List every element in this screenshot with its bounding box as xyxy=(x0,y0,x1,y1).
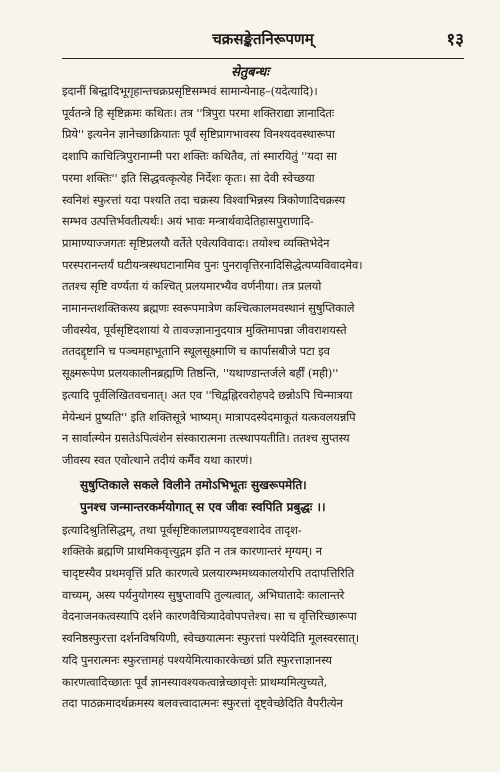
chapter-title: चक्रसङ्केतनिरूपणम् xyxy=(212,30,314,48)
text-line: शक्तिके ब्रह्मणि प्राथमिकवृत्त्युद्गम इति न तत्र कारणान्तरं मृग्यम्। न xyxy=(62,544,322,559)
text-line: परस्परानन्तर्यं घटीयन्त्रस्थघटानामिव पुनः पुनरावृत्तिरनादिसिद्धेत्यप्यविवादमेव। xyxy=(62,257,363,272)
text-line: जीवस्येव, पूर्वसृष्टिदशायां ये तावज्ज्ञानानुदयात्र मुक्तिमापन्ना जीवराशयस्ते xyxy=(62,322,347,337)
paragraph-1 xyxy=(62,81,464,472)
text-line: वाच्यम्, अस्य पर्यनुयोगस्य सुषुप्तावपि तुल्यत्वात्, अभिघातादेः कालान्तरे xyxy=(62,587,345,602)
text-line: ततदद्दृष्टानि च पञ्चमहाभूतानि स्थूलसूक्ष्माणि च कार्पासबीजे पटा इव xyxy=(62,344,330,359)
text-line: जीवस्य स्वत एवोत्थाने तदीयं कर्मैव यथा कारणं। xyxy=(62,452,253,467)
text-line: स्वनिशं स्फुरत्तां यदा पश्यति तदा चक्रस्य विश्वाभिन्नस्य त्रिकोणादिचक्रस्य xyxy=(62,192,346,207)
page-number: १३ xyxy=(446,30,464,50)
paragraph-2 xyxy=(62,520,464,715)
text-line: नामानन्तशक्तिकस्य ब्रह्मणः स्वरूपमात्रेण कश्चित्कालमवस्थानं सुषुप्तिकाले xyxy=(62,301,355,316)
text-line: ततश्च सृष्टि वर्ण्यता यं कश्चित् प्रलयमारभ्यैव वर्णनीया। तत्र प्रलयो xyxy=(62,279,322,294)
text-line: यदि पुनरात्मनः स्फुरत्तामहं पश्ययेमित्याकारकेच्छां प्रति स्फुरत्ताज्ञानस्य xyxy=(62,652,332,667)
text-line: प्रिये'' इत्यनेन ज्ञानेच्छाक्रियातः पूर्वं सृष्टिप्रागभावस्य विनश्यदवस्थारूपा xyxy=(62,127,335,142)
text-line: मेयेन्धनं प्रुष्यति'' इति शक्तिसूत्रे भाष्यम्। मात्रापदस्येदमाकूतं यत्कवलयन्नपि xyxy=(62,409,356,424)
commentary-body xyxy=(62,81,464,715)
text-line: तदा पाठक्रमादर्थक्रमस्य बलवत्त्वादात्मनः स्फुरत्तां दृष्ट्वेच्छेदिति वैपरीत्येन xyxy=(62,696,343,711)
text-line: इत्यादिश्रुतिसिद्धम्, तथा पूर्वसृष्टिकालप्राण्यदृष्टवशादेव तादृश- xyxy=(62,522,302,537)
quoted-verse xyxy=(62,474,464,518)
text-line: वेदनाजनकत्वस्यापि दर्शने कारणवैचित्र्यादेवोपपत्तेश्च। सा च वृत्तिरिच्छारूपा xyxy=(62,609,357,624)
text-line: न सार्वात्म्येन ग्रसतेऽपित्वंशेन संस्कारात्मना तत्स्थापयतीति। ततश्च सुप्तस्य xyxy=(62,431,350,446)
header-divider xyxy=(62,58,464,59)
text-line: इदानीं बिन्द्वादिभूगृहान्तचक्रप्रसृष्टिसम्भवं सामान्येनाह–(यदेत्यादि)। xyxy=(62,84,318,98)
text-line: स्वनिष्ठस्फुरत्ता दर्शनविषयिणी, स्वेच्छयात्मनः स्फुरत्तां पश्येदिति मूलस्वरसात्। xyxy=(62,631,359,646)
text-line: पूर्वतन्त्रे हि सृष्टिक्रमः कथितः। तत्र ''त्रिपुरा परमा शक्तिराद्या ज्ञानादितः xyxy=(62,105,335,120)
text-line: सम्भव उत्पत्तिर्भवतीत्यर्थः। अयं भावः मन्त्रार्थवादेतिहासपुराणादि- xyxy=(62,214,314,229)
text-line: दशापि काचित्त्रिपुरानाम्नी परा शक्तिः कथितैव, तां स्मारयितुं ''यदा सा xyxy=(62,149,337,164)
verse-line-2: पुनश्च जन्मान्तरकर्मयोगात् स एव जीवः स्वपिति प्रबुद्धः ।। xyxy=(80,499,326,514)
text-line: कारणत्वादिच्छातः पूर्वं ज्ञानस्यावश्यकत्वान्नेच्छावृत्तेः प्राथम्यमित्युच्यते, xyxy=(62,674,328,689)
commentary-heading: सेतुबन्धः xyxy=(231,65,269,80)
text-line: प्रामाण्याज्जगतः सृष्टिप्रलयौ वर्तेते एवेत्यविवादः। तयोश्च व्यक्तिभेदेन xyxy=(62,235,330,250)
text-line: चादृष्टस्यैव प्रथमवृत्तिं प्रति कारणत्वे प्रलयारम्भमध्यकालयोरपि तदापत्तिरिति xyxy=(62,566,355,581)
text-line: परमा शक्तिः'' इति सिद्धवत्कृत्येह निर्देशः कृतः। सा देवी स्वेच्छया xyxy=(62,170,315,185)
running-header xyxy=(62,27,464,55)
text-line: सूक्ष्मरूपेण प्रलयकालीनब्रह्मणि तिष्ठन्ति, ''यथाण्डान्तर्जले बर्हीं (मही)'' xyxy=(62,366,339,381)
text-line: इत्यादि पूर्वलिखितवचनात्। अत एव ''चिद्वह्निरवरोहपदे छन्नोऽपि चिन्मात्रया xyxy=(62,387,353,402)
verse-line-1: सुषुप्तिकाले सकले विलीने तमोऽभिभूतः सुखरूपमेति। xyxy=(80,477,307,492)
